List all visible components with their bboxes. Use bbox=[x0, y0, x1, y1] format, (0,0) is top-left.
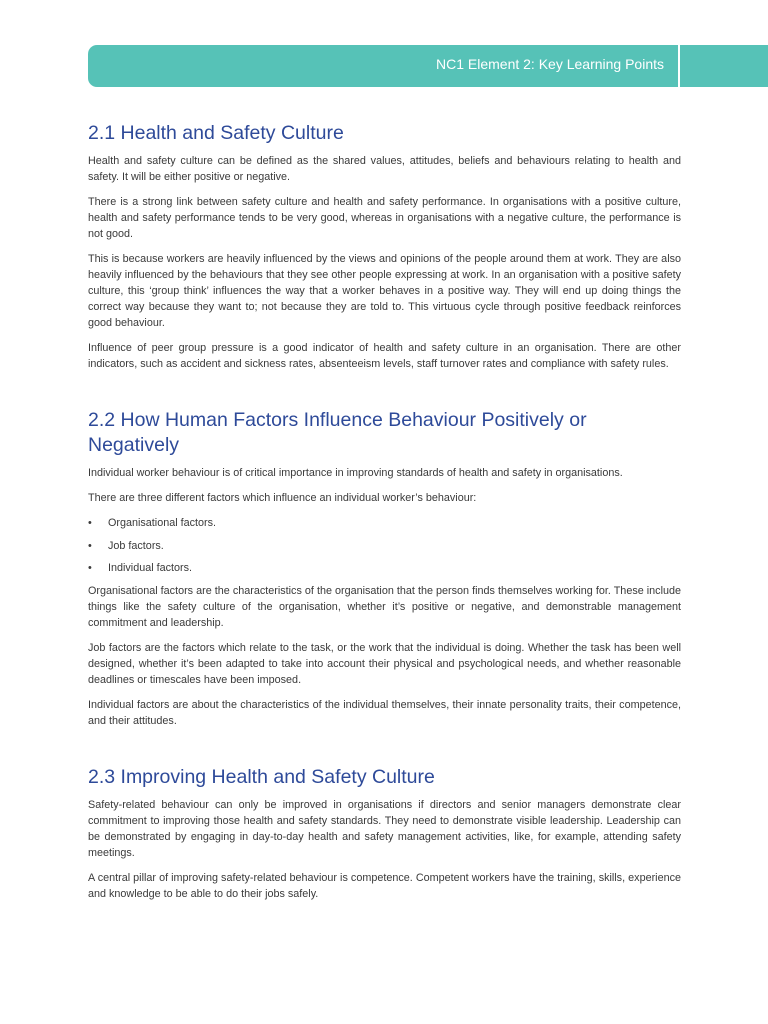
header-bar bbox=[88, 45, 768, 87]
paragraph: A central pillar of improving safety-related behaviour is competence. Competent workers have the training, skills, experience and knowledge to be able to do their jobs safely. bbox=[88, 871, 681, 900]
factor-list bbox=[88, 515, 681, 576]
paragraph: Organisational factors are the characteristics of the organisation that the person finds themselves working for. These include things like the safety culture of the organisation, whether it’s positive or negative, and demonstrable management commitment and leadership. bbox=[88, 584, 681, 629]
paragraph: There are three different factors which influence an individual worker’s behaviour: bbox=[88, 492, 477, 504]
paragraph: Health and safety culture can be defined as the shared values, attitudes, beliefs and behaviours relating to health and safety. It will be either positive or negative. bbox=[88, 155, 681, 183]
section-human-factors bbox=[88, 408, 681, 729]
list-item-text: Individual factors. bbox=[108, 562, 193, 574]
list-item-text: Organisational factors. bbox=[108, 517, 217, 529]
section-health-safety-culture bbox=[88, 121, 681, 372]
bullet-icon: • bbox=[88, 539, 92, 552]
header-title: NC1 Element 2: Key Learning Points bbox=[435, 56, 664, 72]
list-item bbox=[88, 560, 681, 576]
section-heading: 2.2 How Human Factors Influence Behaviour Positively or Negatively bbox=[88, 409, 587, 456]
list-item bbox=[88, 538, 681, 554]
section-heading: 2.1 Health and Safety Culture bbox=[88, 122, 344, 144]
section-heading: 2.3 Improving Health and Safety Culture bbox=[88, 765, 435, 788]
header-divider bbox=[678, 45, 680, 87]
paragraph: This is because workers are heavily influenced by the views and opinions of the people around them at work. They are also heavily influenced by the behaviours that they see other people expressing at work. In an organisation with a positive safety culture, this ‘group think’ influences the way that a worker behaves in a positive way. They will end up doing things the correct way because they want to; not because they are told to. This virtuous cycle through positive feedback reinforces good behaviour. bbox=[88, 253, 681, 329]
list-item bbox=[88, 515, 681, 531]
paragraph: Job factors are the factors which relate to the task, or the work that the individual is doing. Whether the task has been well designed, whether it’s been adapted to take into account their physical and psychological needs, and whether reasonable deadlines or timescales have been imposed. bbox=[88, 641, 681, 686]
page-content bbox=[88, 121, 681, 911]
bullet-icon: • bbox=[88, 562, 92, 574]
paragraph: Safety-related behaviour can only be improved in organisations if directors and senior managers demonstrate clear commitment to improving those health and safety standards. They need to demonstrate visible leadership. Leadership can be demonstrated by engaging in day-to-day health and safety management activities, like, for example, attending safety meetings. bbox=[88, 798, 681, 859]
bullet-icon: • bbox=[88, 517, 92, 529]
paragraph: Individual factors are about the characteristics of the individual themselves, their innate personality traits, their competence, and their attitudes. bbox=[88, 698, 681, 727]
paragraph: Individual worker behaviour is of critical importance in improving standards of health and safety in organisations. bbox=[88, 467, 623, 479]
paragraph: Influence of peer group pressure is a good indicator of health and safety culture in an organisation. There are other indicators, such as accident and sickness rates, absenteeism levels, staff turnover rates and compliance with safety rules. bbox=[88, 342, 681, 370]
paragraph: There is a strong link between safety culture and health and safety performance. In organisations with a positive culture, health and safety performance tends to be very good, whereas in organisations with a negative culture, the performance is not good. bbox=[88, 196, 681, 240]
list-item-text: Job factors. bbox=[108, 539, 164, 552]
section-improving-culture bbox=[88, 765, 681, 902]
